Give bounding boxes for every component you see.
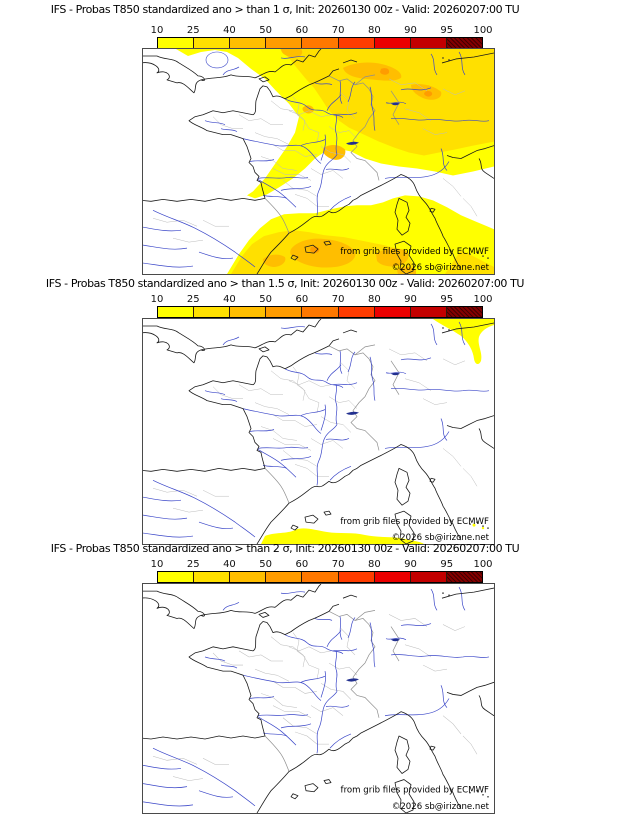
colorbar-segment	[446, 38, 482, 48]
colorbar-tick: 10	[150, 25, 164, 36]
colorbar-segment	[193, 307, 229, 317]
colorbar-segment	[193, 38, 229, 48]
colorbar-tick: 60	[295, 559, 309, 570]
panel3-colorbar-bar	[157, 571, 483, 583]
colorbar-tick: 80	[367, 294, 381, 305]
colorbar-segment	[374, 38, 410, 48]
colorbar-segment	[229, 38, 265, 48]
panel2-probability-shading	[261, 319, 494, 544]
credit-line2: ©2026 sb@irizone.net	[391, 801, 489, 812]
colorbar-segment	[265, 307, 301, 317]
panel1-map	[142, 48, 495, 275]
colorbar-segment	[410, 307, 446, 317]
colorbar-tick: 70	[331, 294, 345, 305]
colorbar-tick: 80	[367, 25, 381, 36]
colorbar-segment	[301, 38, 337, 48]
credit-line2: ©2026 sb@irizone.net	[391, 533, 490, 544]
colorbar-segment	[410, 38, 446, 48]
colorbar-segment	[374, 572, 410, 582]
panel1-map-svg	[143, 49, 494, 274]
colorbar-segment	[446, 307, 482, 317]
colorbar-segment	[229, 307, 265, 317]
colorbar-segment	[193, 572, 229, 582]
panel3-map-svg	[143, 584, 494, 813]
colorbar-tick: 25	[186, 294, 200, 305]
colorbar-tick: 90	[404, 25, 417, 36]
colorbar-tick: 10	[150, 294, 164, 305]
colorbar-tick: 90	[404, 294, 417, 305]
colorbar-segment	[158, 38, 193, 48]
colorbar-tick: 100	[473, 294, 493, 305]
panel2-map	[142, 318, 495, 545]
colorbar-segment	[410, 572, 446, 582]
panel2-colorbar	[150, 294, 493, 318]
panel2-colorbar-ticks	[150, 294, 493, 306]
panel1-colorbar-ticks	[150, 25, 493, 37]
colorbar-tick: 100	[473, 25, 493, 36]
panel2-colorbar-bar	[157, 306, 483, 318]
colorbar-segment	[265, 572, 301, 582]
panel3-map	[142, 583, 495, 814]
colorbar-segment	[301, 307, 337, 317]
panel3-colorbar	[150, 559, 493, 583]
colorbar-tick: 40	[223, 294, 236, 305]
colorbar-segment	[338, 38, 374, 48]
colorbar-tick: 95	[440, 25, 454, 36]
panel1-colorbar	[150, 25, 493, 49]
panel3-title: IFS - Probas T850 standardized ano > than 2 σ, Init: 20260130 00z - Valid: 20260207:00 TU	[50, 542, 520, 555]
credit-line2: ©2026 sb@irizone.net	[391, 263, 490, 274]
probability-hole	[206, 52, 228, 68]
colorbar-tick: 70	[331, 25, 345, 36]
colorbar-tick: 95	[440, 559, 454, 570]
colorbar-tick: 90	[404, 559, 417, 570]
credit-line1: from grib files provided by ECMWF	[340, 517, 490, 528]
colorbar-segment	[338, 572, 374, 582]
credit-line1: from grib files provided by ECMWF	[340, 247, 490, 258]
colorbar-segment	[229, 572, 265, 582]
colorbar-segment	[158, 572, 193, 582]
colorbar-segment	[158, 307, 193, 317]
colorbar-tick: 70	[331, 559, 345, 570]
colorbar-tick: 40	[223, 25, 236, 36]
colorbar-tick: 60	[295, 25, 309, 36]
colorbar-tick: 60	[295, 294, 309, 305]
colorbar-segment	[374, 307, 410, 317]
colorbar-segment	[301, 572, 337, 582]
colorbar-tick: 50	[259, 25, 273, 36]
colorbar-tick: 10	[150, 559, 164, 570]
colorbar-tick: 25	[186, 25, 200, 36]
colorbar-segment	[446, 572, 482, 582]
colorbar-segment	[265, 38, 301, 48]
panel3-colorbar-ticks	[150, 559, 493, 571]
colorbar-tick: 40	[223, 559, 236, 570]
panel2-map-svg	[143, 319, 494, 544]
colorbar-segment	[338, 307, 374, 317]
panel1-title: IFS - Probas T850 standardized ano > than 1 σ, Init: 20260130 00z - Valid: 20260207:00 TU	[50, 3, 520, 16]
colorbar-tick: 80	[367, 559, 381, 570]
colorbar-tick: 95	[440, 294, 454, 305]
panel2-title: IFS - Probas T850 standardized ano > than 1.5 σ, Init: 20260130 00z - Valid: 20260207:00 TU	[45, 277, 525, 290]
colorbar-tick: 50	[259, 294, 273, 305]
colorbar-tick: 100	[473, 559, 493, 570]
credit-line1: from grib files provided by ECMWF	[340, 785, 489, 796]
panel1-probability-shading	[176, 49, 494, 274]
colorbar-tick: 50	[259, 559, 273, 570]
colorbar-tick: 25	[186, 559, 200, 570]
